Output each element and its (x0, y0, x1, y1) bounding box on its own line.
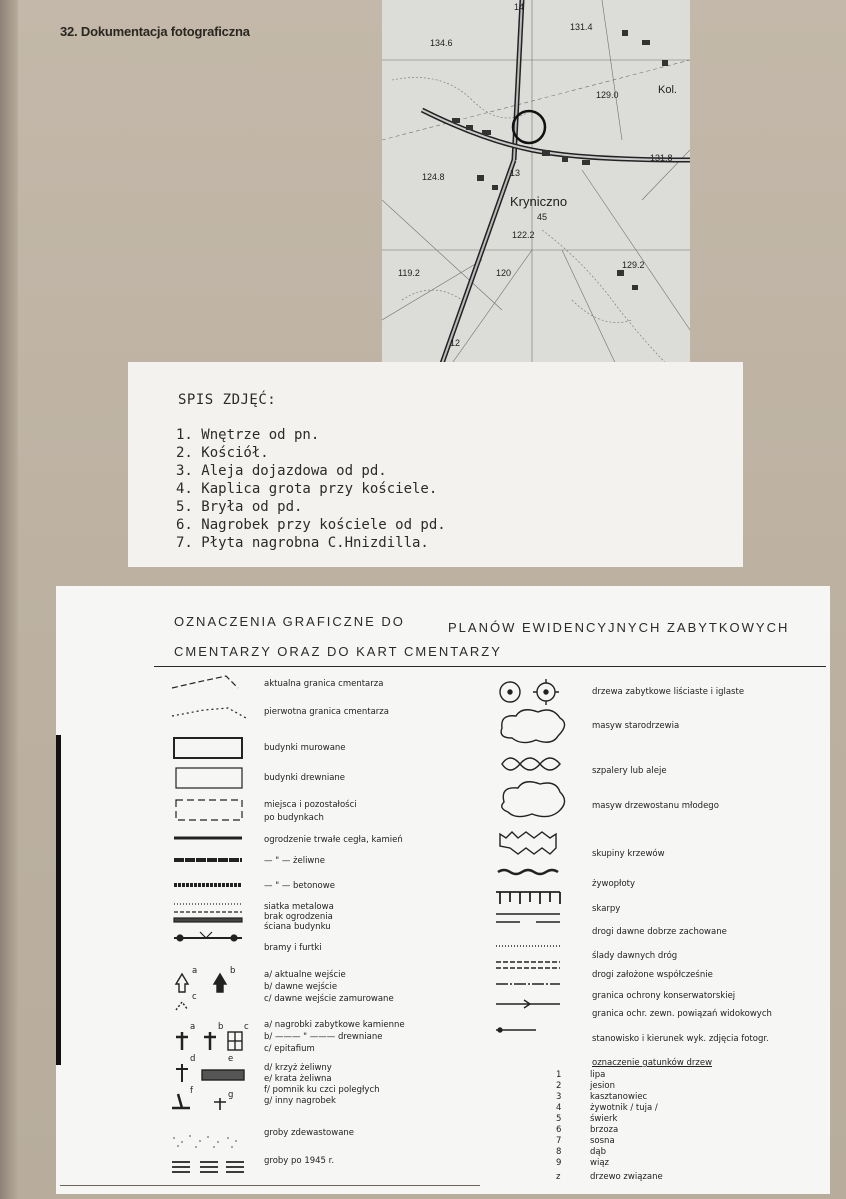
location-map (382, 0, 690, 420)
species-name: jesion (590, 1081, 615, 1091)
map-label: 14 (514, 2, 525, 12)
legend-label: skupiny krzewów (592, 849, 665, 859)
map-label: 120 (496, 268, 512, 278)
species-number: 1 (556, 1070, 562, 1080)
legend-label: po budynkach (264, 813, 324, 823)
species-name: lipa (590, 1070, 606, 1080)
species-name: brzoza (590, 1125, 619, 1135)
wall-symbol (174, 918, 242, 922)
legend-label: budynki drewniane (264, 773, 346, 783)
map-label: 45 (537, 212, 548, 222)
legend-label: groby po 1945 r. (264, 1156, 335, 1166)
symbol-letter: c (192, 992, 197, 1002)
photo-list-card (128, 362, 743, 567)
list-item: 1. Wnętrze od pn. (176, 427, 320, 443)
legend-label: c/ epitafium (264, 1044, 315, 1054)
legend-label: a/ aktualne wejście (264, 970, 346, 980)
legend-label: — " — żeliwne (264, 856, 325, 866)
legend-label: pierwotna granica cmentarza (264, 707, 389, 717)
species-number: z (556, 1172, 561, 1182)
legend-label: masyw starodrzewia (592, 721, 680, 731)
map-label: 129.2 (622, 260, 645, 270)
legend-label: aktualna granica cmentarza (264, 679, 384, 689)
species-name: żywotnik / tuja / (590, 1103, 658, 1113)
list-item: 3. Aleja dojazdowa od pd. (176, 463, 387, 479)
wooden-building-symbol (176, 768, 242, 788)
list-item: 7. Płyta nagrobna C.Hnizdilla. (176, 535, 429, 551)
legend-label: granica ochrony konserwatorskiej (592, 991, 736, 1001)
legend-label: e/ krata żeliwna (264, 1074, 332, 1084)
symbol-letter: f (190, 1086, 193, 1096)
right-symbol-column (496, 678, 596, 1048)
species-name: sosna (590, 1136, 615, 1146)
map-drawing (382, 0, 690, 420)
symbol-letter: c (244, 1022, 249, 1032)
symbol-letter: g (228, 1090, 234, 1100)
legend-label: stanowisko i kierunek wyk. zdjęcia fotogr. (592, 1034, 769, 1044)
species-name: kasztanowiec (590, 1092, 648, 1102)
photo-list-heading: SPIS ZDJĘĆ: (178, 392, 277, 408)
original-boundary-symbol (172, 708, 246, 718)
map-label: 134.6 (430, 38, 453, 48)
map-label: 13 (510, 168, 521, 178)
species-number: 7 (556, 1136, 562, 1146)
symbol-letter: b (218, 1022, 224, 1032)
species-number: 6 (556, 1125, 562, 1135)
legend-label: brak ogrodzenia (264, 912, 333, 922)
map-label: 131.8 (650, 153, 673, 163)
symbol-letter: e (228, 1054, 234, 1064)
legend-label: groby zdewastowane (264, 1128, 355, 1138)
legend-label: ślady dawnych dróg (592, 951, 678, 961)
species-number: 2 (556, 1081, 562, 1091)
legend-label: ściana budynku (264, 922, 331, 932)
map-label: 122.2 (512, 230, 535, 240)
list-item: 2. Kościół. (176, 445, 269, 461)
current-boundary-symbol (172, 676, 238, 688)
divider (154, 666, 826, 667)
map-label: Kol. (658, 84, 677, 96)
legend-label: miejsca i pozostałości (264, 800, 357, 810)
legend-label: drogi dawne dobrze zachowane (592, 927, 727, 937)
legend-subtitle: CMENTARZY ORAZ DO KART CMENTARZY (174, 644, 502, 659)
list-item: 6. Nagrobek przy kościele od pd. (176, 517, 446, 533)
legend-label: siatka metalowa (264, 902, 334, 912)
legend-label: budynki murowane (264, 743, 346, 753)
species-name: wiąz (590, 1158, 609, 1168)
map-label: 12 (450, 338, 461, 348)
species-number: 3 (556, 1092, 562, 1102)
list-item: 5. Bryła od pd. (176, 499, 303, 515)
grave-symbol-column (168, 966, 258, 1186)
legend-label: granica ochr. zewn. powiązań widokowych (592, 1009, 772, 1019)
page-edge (0, 0, 18, 1199)
symbol-letter: b (230, 966, 236, 976)
photo-list (176, 426, 446, 552)
map-label: 119.2 (398, 268, 420, 278)
legend-label: żywopłoty (592, 879, 636, 889)
legend-label: szpalery lub aleje (592, 766, 667, 776)
legend-label: skarpy (592, 904, 621, 914)
legend-label: a/ nagrobki zabytkowe kamienne (264, 1020, 405, 1030)
legend-label: bramy i furtki (264, 943, 322, 953)
species-name: drzewo związane (590, 1172, 663, 1182)
symbol-letter: a (192, 966, 198, 976)
map-town-label: Kryniczno (510, 194, 568, 209)
legend-sheet (56, 586, 830, 1194)
legend-label: b/ dawne wejście (264, 982, 338, 992)
legend-label: b/ ——— " ——— drewniane (264, 1032, 383, 1042)
species-heading: oznaczenie gatunków drzew (592, 1058, 713, 1068)
page-title: 32. Dokumentacja fotograficzna (60, 24, 250, 39)
legend-label: — " — betonowe (264, 881, 335, 891)
legend-label: drzewa zabytkowe liściaste i iglaste (592, 687, 745, 697)
legend-title: PLANÓW EWIDENCYJNYCH ZABYTKOWYCH (448, 620, 790, 635)
species-number: 4 (556, 1103, 562, 1113)
species-name: dąb (590, 1147, 606, 1157)
legend-title: OZNACZENIA GRAFICZNE DO (174, 614, 405, 629)
species-number: 5 (556, 1114, 562, 1124)
list-item: 4. Kaplica grota przy kościele. (176, 481, 438, 497)
symbol-letter: a (190, 1022, 196, 1032)
legend-label: masyw drzewostanu młodego (592, 801, 719, 811)
legend-label: d/ krzyż żeliwny (264, 1063, 332, 1073)
species-number: 9 (556, 1158, 562, 1168)
legend-label: ogrodzenie trwałe cegła, kamień (264, 835, 403, 845)
page-bottom-rule (60, 1185, 480, 1186)
legend-label: drogi założone współcześnie (592, 970, 713, 980)
margin-bar (56, 735, 61, 1065)
species-number: 8 (556, 1147, 562, 1157)
symbol-letter: d (190, 1054, 196, 1064)
legend-label: c/ dawne wejście zamurowane (264, 994, 394, 1004)
species-name: świerk (590, 1114, 618, 1124)
map-label: 131.4 (570, 22, 593, 32)
legend-label: f/ pomnik ku czci poległych (264, 1085, 380, 1095)
brick-building-symbol (174, 738, 242, 758)
former-building-symbol (176, 800, 242, 820)
map-label: 129.0 (596, 90, 619, 100)
legend-label: g/ inny nagrobek (264, 1096, 336, 1106)
map-label: 124.8 (422, 172, 445, 182)
